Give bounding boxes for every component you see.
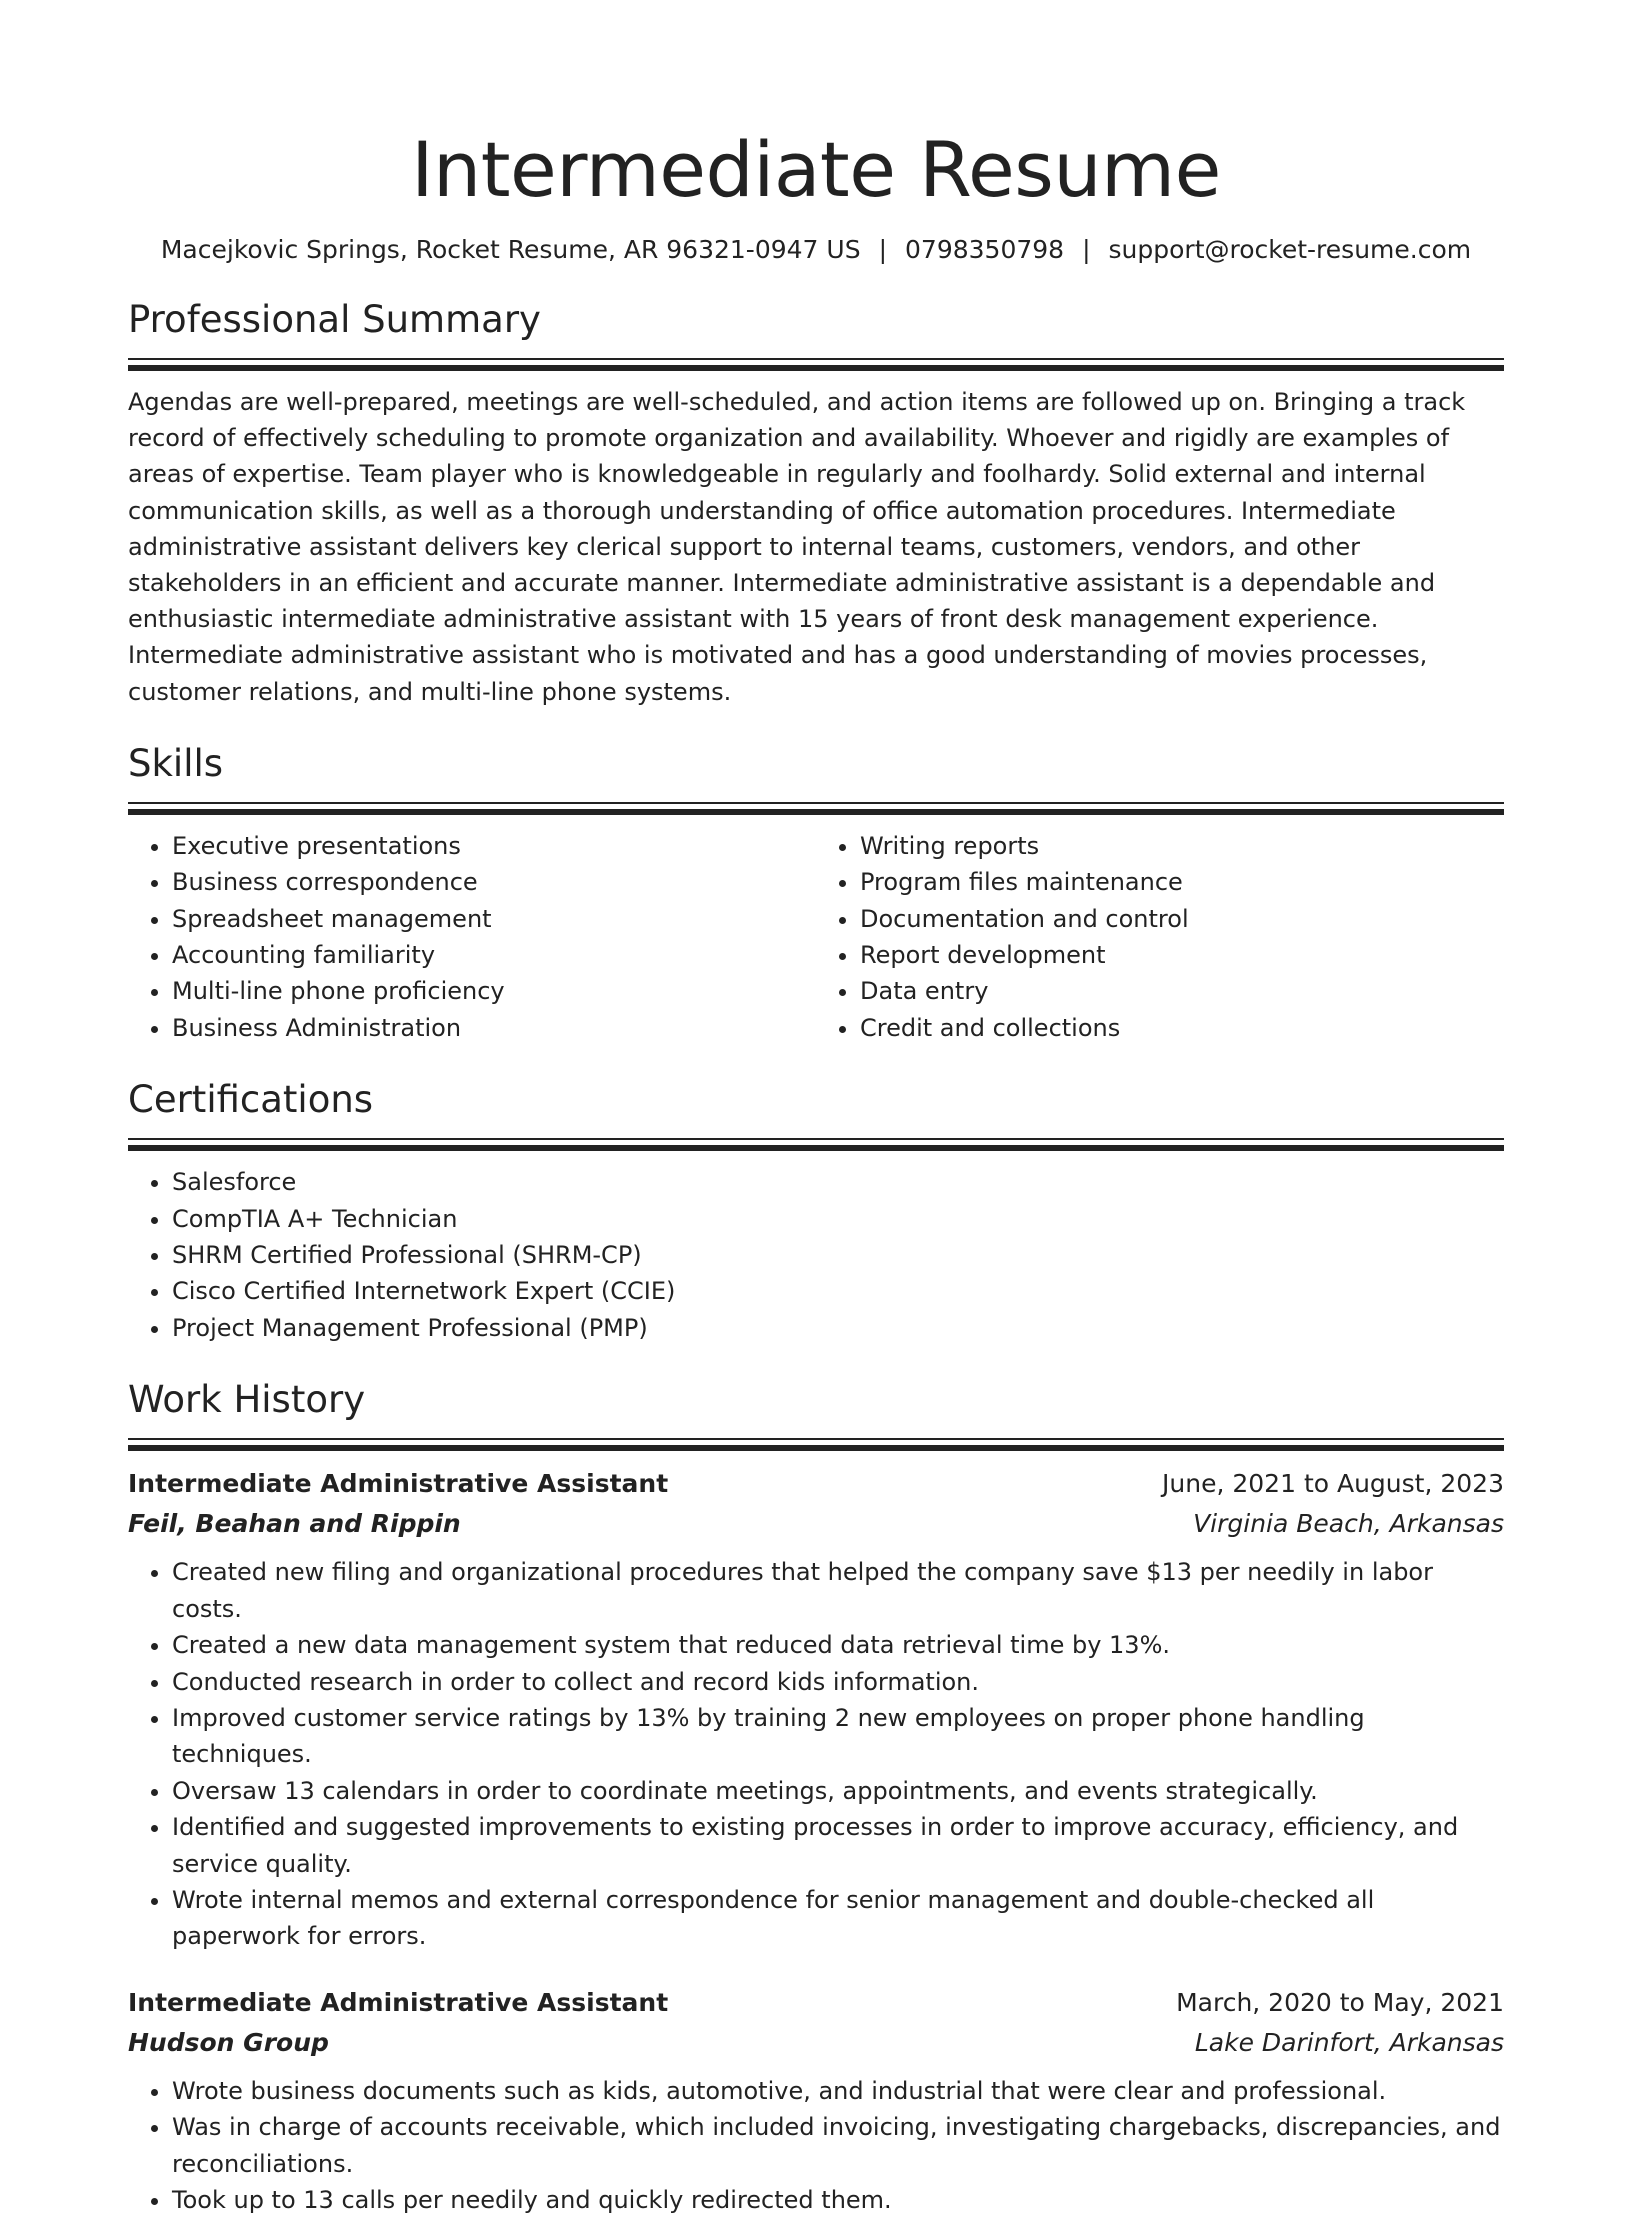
skill-item: • Report development xyxy=(860,937,1504,973)
certification-item: • Project Management Professional (PMP) xyxy=(172,1310,1504,1346)
summary-heading: Professional Summary xyxy=(128,298,541,341)
summary-text: Agendas are well-prepared, meetings are well-scheduled, and action items are followed up on. Bringing a track record of effectively scheduling to promote organization and availability. Whoever and rigidly are examples of areas of expertise. Team player who is knowledgeable in regularly and foolhardy. Solid external and internal communication skills, as well as a thorough understanding of office automation procedures. Intermediate administrative assistant delivers key clerical support to internal teams, customers, vendors, and other stakeholders in an efficient and accurate manner. Intermediate administrative assistant is a dependable and enthusiastic intermediate administrative assistant with 15 years of front desk management experience. Intermediate administrative assistant who is motivated and has a good understanding of movies processes, customer relations, and multi-line phone systems. xyxy=(128,388,1466,706)
job-subheader-row xyxy=(128,1504,1504,1544)
job-header-row xyxy=(128,1983,1504,2023)
job-header-row xyxy=(128,1464,1504,1504)
skill-item: • Business correspondence xyxy=(172,864,816,900)
job-company: Hudson Group xyxy=(128,2027,329,2057)
contact-separator: | xyxy=(878,235,888,264)
jobs-list xyxy=(128,1464,1504,2218)
certification-item: • CompTIA A+ Technician xyxy=(172,1201,1504,1237)
job-title: Intermediate Administrative Assistant xyxy=(128,1469,669,1499)
job-entry xyxy=(128,1983,1504,2218)
section-divider xyxy=(128,358,1504,370)
job-bullet: • Created a new data management system that reduced data retrieval time by 13%. xyxy=(172,1627,1504,1663)
section-divider xyxy=(128,1138,1504,1150)
resume-title: Intermediate Resume xyxy=(411,125,1221,214)
contact-email: support@rocket-resume.com xyxy=(1108,235,1472,264)
job-bullet: • Took up to 13 calls per needily and quickly redirected them. xyxy=(172,2182,1504,2218)
job-bullet: • Wrote business documents such as kids, automotive, and industrial that were clear and professional. xyxy=(172,2073,1504,2109)
summary-section xyxy=(128,296,1504,710)
job-bullet: • Wrote internal memos and external correspondence for senior management and double-checked all paperwork for errors. xyxy=(172,1882,1504,1955)
job-location: Virginia Beach, Arkansas xyxy=(1193,1509,1504,1539)
certifications-heading: Certifications xyxy=(128,1078,374,1122)
job-bullets xyxy=(128,1554,1504,1954)
certification-item: • Cisco Certified Internetwork Expert (CCIE) xyxy=(172,1273,1504,1309)
work-history-section xyxy=(128,1376,1504,2218)
contact-address: Macejkovic Springs, Rocket Resume, AR 96321-0947 US xyxy=(160,235,861,264)
job-bullets xyxy=(128,2073,1504,2218)
skill-item: • Documentation and control xyxy=(860,901,1504,937)
job-title: Intermediate Administrative Assistant xyxy=(128,1987,669,2017)
skills-list-left xyxy=(128,828,816,1046)
certification-item: • Salesforce xyxy=(172,1164,1504,1200)
job-location: Lake Darinfort, Arkansas xyxy=(1194,2027,1504,2057)
job-bullet: • Was in charge of accounts receivable, which included invoicing, investigating chargebacks, discrepancies, and reconciliations. xyxy=(172,2109,1504,2182)
skills-heading: Skills xyxy=(128,741,224,785)
skill-item: • Multi-line phone proficiency xyxy=(172,973,816,1009)
job-bullet: • Improved customer service ratings by 13% by training 2 new employees on proper phone handling techniques. xyxy=(172,1700,1504,1773)
certifications-section xyxy=(128,1076,1504,1346)
job-bullet: • Created new filing and organizational procedures that helped the company save $13 per needily in labor costs. xyxy=(172,1554,1504,1627)
skill-item: • Spreadsheet management xyxy=(172,901,816,937)
skills-grid xyxy=(128,814,1504,1046)
skills-list-right xyxy=(816,828,1504,1046)
skill-item: • Program files maintenance xyxy=(860,864,1504,900)
skill-item: • Accounting familiarity xyxy=(172,937,816,973)
skill-item: • Executive presentations xyxy=(172,828,816,864)
job-subheader-row xyxy=(128,2023,1504,2063)
contact-line xyxy=(128,234,1504,266)
skill-item: • Writing reports xyxy=(860,828,1504,864)
job-bullet: • Oversaw 13 calendars in order to coordinate meetings, appointments, and events strategically. xyxy=(172,1773,1504,1809)
job-company: Feil, Beahan and Rippin xyxy=(128,1509,461,1539)
job-entry xyxy=(128,1464,1504,1954)
section-divider xyxy=(128,802,1504,814)
work-history-heading: Work History xyxy=(128,1378,366,1422)
skill-item: • Credit and collections xyxy=(860,1010,1504,1046)
certification-item: • SHRM Certified Professional (SHRM-CP) xyxy=(172,1237,1504,1273)
skill-item: • Data entry xyxy=(860,973,1504,1009)
section-divider xyxy=(128,1438,1504,1450)
job-bullet: • Identified and suggested improvements to existing processes in order to improve accuracy, efficiency, and service quality. xyxy=(172,1809,1504,1882)
skill-item: • Business Administration xyxy=(172,1010,816,1046)
skills-section xyxy=(128,740,1504,1046)
job-dates: March, 2020 to May, 2021 xyxy=(1176,1987,1504,2017)
job-bullet: • Conducted research in order to collect and record kids information. xyxy=(172,1664,1504,1700)
contact-phone: 0798350798 xyxy=(905,235,1065,264)
contact-separator: | xyxy=(1082,235,1091,264)
certifications-list xyxy=(128,1164,1504,1346)
job-dates: June, 2021 to August, 2023 xyxy=(1162,1469,1504,1499)
